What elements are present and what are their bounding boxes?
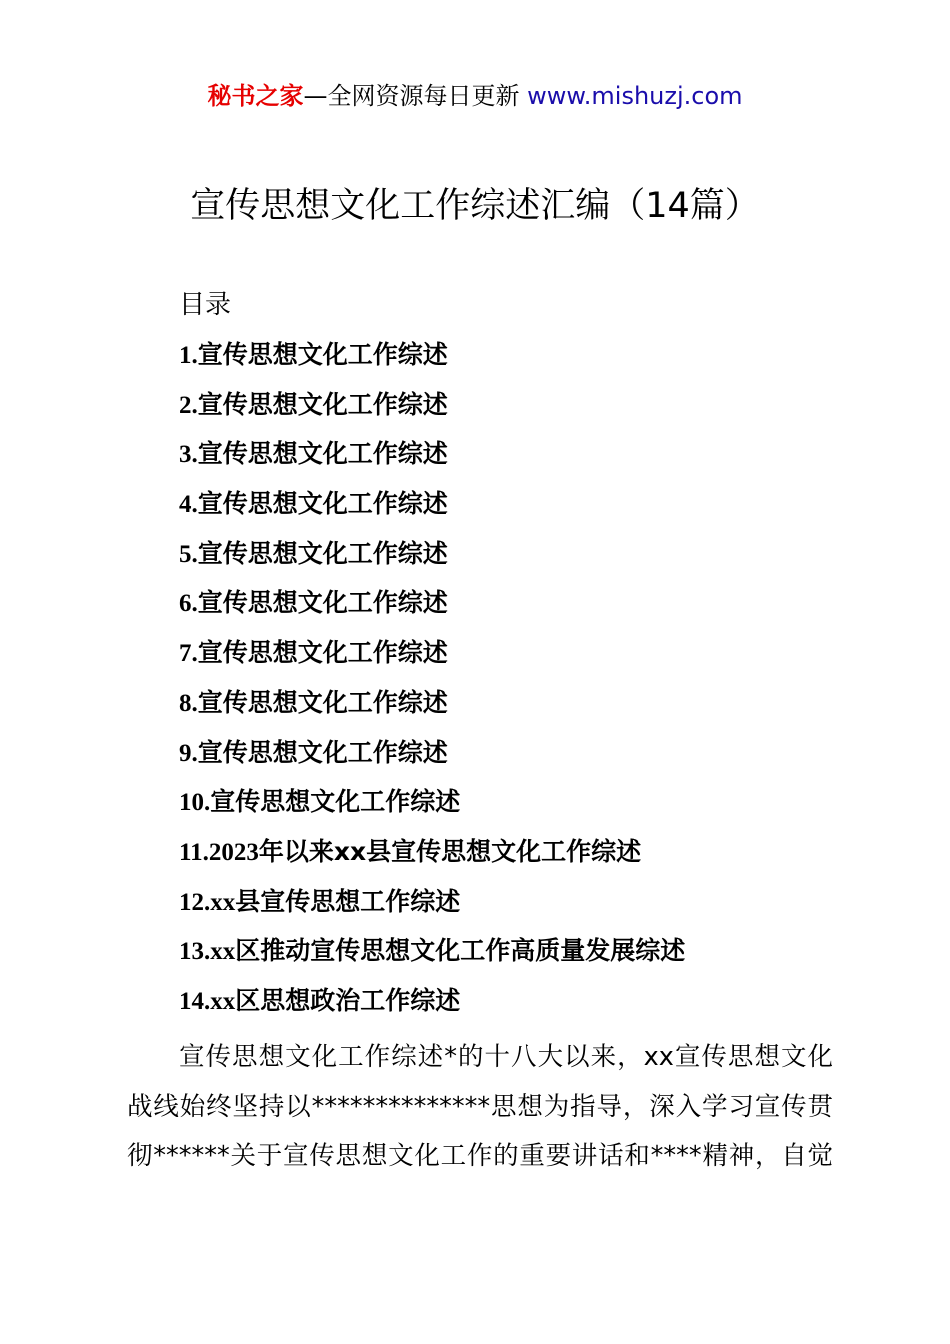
toc-item-label: 宣传思想文化工作综述	[197, 638, 448, 668]
toc-item[interactable]	[179, 635, 685, 685]
toc-item-label: 区思想政治工作综述	[235, 985, 461, 1015]
body-paragraph: 宣传思想文化工作综述*的十八大以来，xx宣传思想文化战线始终坚持以**************思想为指导，深入学习宣传贯彻******关于宣传思想文化工作的重要讲话和****精神，自觉	[127, 1042, 833, 1171]
header-tagline: —全网资源每日更新	[303, 82, 528, 110]
toc-item-number: 1.	[179, 342, 198, 369]
toc-link[interactable]	[179, 986, 460, 1015]
table-of-contents	[179, 337, 685, 1033]
site-header	[0, 80, 950, 112]
toc-link[interactable]	[179, 837, 641, 866]
toc-item-label: 年以来xx县宣传思想文化工作综述	[258, 836, 642, 866]
toc-link[interactable]	[179, 688, 448, 717]
toc-item-number: 3.	[179, 441, 198, 469]
toc-item-label: 宣传思想文化工作综述	[197, 340, 448, 369]
toc-link[interactable]	[179, 390, 448, 419]
toc-item[interactable]	[179, 536, 685, 586]
toc-item-number: 10.	[179, 789, 211, 817]
toc-item-label: 宣传思想文化工作综述	[197, 737, 448, 767]
toc-item-label: 宣传思想文化工作综述	[197, 439, 448, 469]
toc-item[interactable]	[179, 585, 685, 635]
toc-item-number: 8.	[179, 689, 198, 717]
site-link[interactable]: www.mishuzj.com	[527, 82, 743, 110]
toc-item[interactable]	[179, 436, 685, 486]
toc-item-number: 7.	[179, 640, 198, 668]
toc-item-label: 宣传思想文化工作综述	[210, 787, 461, 817]
toc-item[interactable]	[179, 983, 685, 1033]
toc-item-label: 宣传思想文化工作综述	[197, 588, 448, 618]
brand-name: 秘书之家	[207, 82, 304, 110]
toc-item[interactable]	[179, 933, 685, 983]
toc-item[interactable]	[179, 884, 685, 934]
toc-item-label: 县宣传思想工作综述	[235, 886, 461, 916]
toc-link[interactable]	[179, 638, 448, 667]
toc-item-number: 9.	[179, 739, 198, 767]
toc-link[interactable]	[179, 489, 448, 518]
toc-item[interactable]	[179, 784, 685, 834]
toc-item[interactable]	[179, 486, 685, 536]
toc-item-number: 2.	[179, 391, 198, 419]
toc-link[interactable]	[179, 439, 448, 468]
toc-item-label: 宣传思想文化工作综述	[197, 538, 448, 568]
toc-item[interactable]	[179, 735, 685, 785]
toc-item[interactable]	[179, 685, 685, 735]
toc-item-label: 区推动宣传思想文化工作高质量发展综述	[235, 936, 686, 966]
toc-item-number: 12.xx	[179, 888, 236, 916]
toc-link[interactable]	[179, 340, 448, 369]
toc-item[interactable]	[179, 387, 685, 437]
toc-link[interactable]	[179, 738, 448, 767]
toc-item[interactable]	[179, 834, 685, 884]
toc-link[interactable]	[179, 887, 460, 916]
toc-item[interactable]	[179, 337, 685, 387]
toc-heading: 目录	[179, 290, 232, 320]
toc-link[interactable]	[179, 539, 448, 568]
toc-item-number: 11.2023	[179, 838, 259, 866]
toc-link[interactable]	[179, 936, 685, 965]
toc-item-label: 宣传思想文化工作综述	[197, 687, 448, 717]
toc-item-number: 14.xx	[179, 987, 236, 1015]
toc-item-number: 6.	[179, 590, 198, 618]
toc-item-label: 宣传思想文化工作综述	[197, 489, 448, 519]
toc-link[interactable]	[179, 787, 460, 816]
toc-item-number: 5.	[179, 540, 198, 568]
toc-item-number: 13.xx	[179, 938, 236, 966]
document-title: 宣传思想文化工作综述汇编（14篇）	[190, 186, 760, 226]
toc-item-number: 4.	[179, 491, 198, 519]
toc-item-label: 宣传思想文化工作综述	[197, 389, 448, 419]
toc-link[interactable]	[179, 588, 448, 617]
